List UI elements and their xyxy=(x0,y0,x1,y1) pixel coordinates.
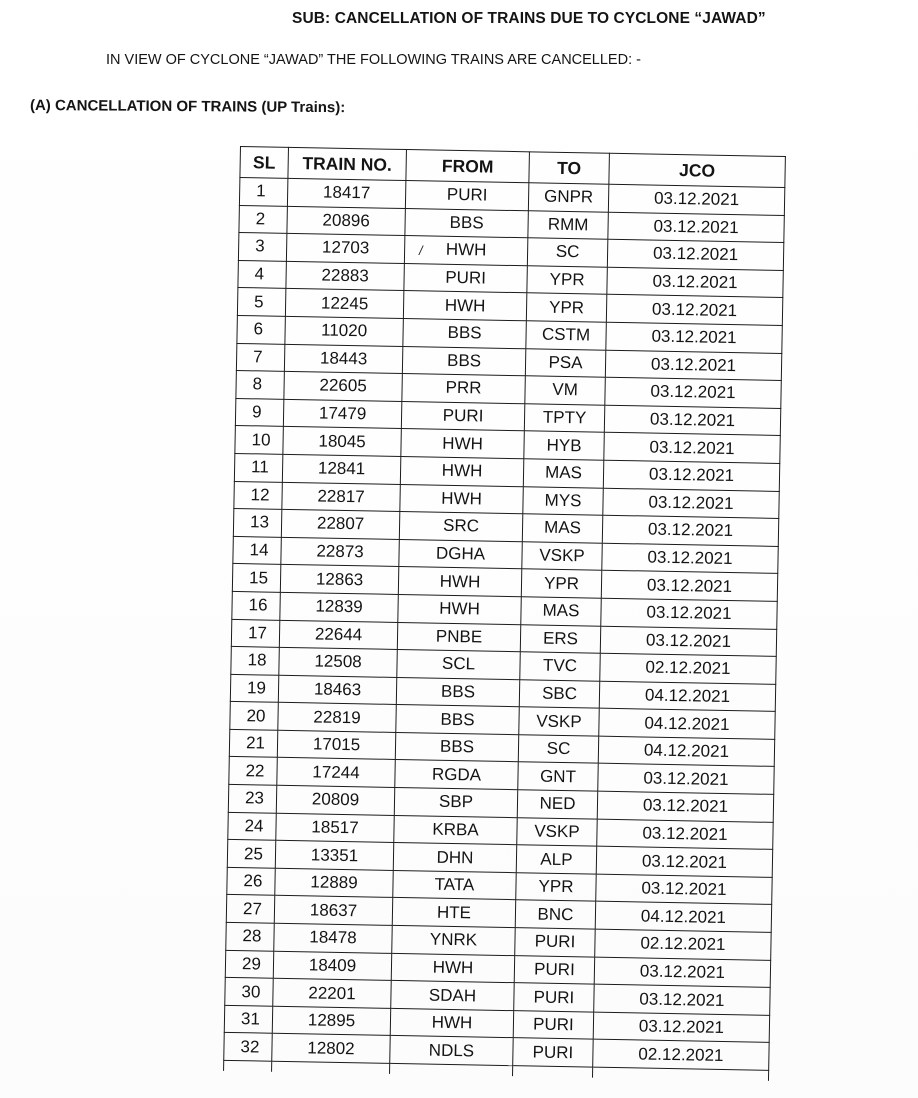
cell-jco: 04.12.2021 xyxy=(598,736,774,767)
cell-sl: 19 xyxy=(230,674,278,702)
cell-jco: 03.12.2021 xyxy=(608,184,784,215)
cell-sl: 4 xyxy=(238,260,286,288)
cell-to: MAS xyxy=(522,514,602,543)
cell-from: SCL xyxy=(397,650,520,680)
cell-from: BBS xyxy=(402,346,525,376)
cell-train-no: 12839 xyxy=(280,592,398,622)
cell-jco: 03.12.2021 xyxy=(598,764,774,795)
cell-from: KRBA xyxy=(394,815,517,845)
cell-to: TPTY xyxy=(524,404,604,433)
cell-to: PSA xyxy=(525,348,605,377)
cell-sl: 32 xyxy=(224,1033,272,1061)
cell-sl: 17 xyxy=(231,619,279,647)
cell-from: HWH xyxy=(398,567,521,597)
cell-from: BBS xyxy=(395,732,518,762)
cell-jco: 03.12.2021 xyxy=(602,515,778,546)
cell-from: YNRK xyxy=(392,925,515,955)
cell-train-no: 12889 xyxy=(275,868,393,898)
cell-to: YPR xyxy=(526,293,606,322)
cell-to: NED xyxy=(517,790,597,819)
cell-sl: 29 xyxy=(225,950,273,978)
cell-from: PRR xyxy=(402,374,525,404)
cell-from: PURI xyxy=(405,181,528,211)
cell-from: PNBE xyxy=(397,622,520,652)
cell-to: PURI xyxy=(514,955,594,984)
cell-from: DHN xyxy=(393,843,516,873)
cell-jco: 03.12.2021 xyxy=(594,984,770,1015)
cell-train-no: 18443 xyxy=(284,344,402,374)
cell-jco: 03.12.2021 xyxy=(593,1012,769,1043)
cutoff-cell xyxy=(592,1067,768,1081)
cell-train-no: 20896 xyxy=(287,206,405,236)
cell-jco: 03.12.2021 xyxy=(605,377,781,408)
cutoff-cell xyxy=(513,1066,593,1078)
cell-train-no: 17015 xyxy=(277,730,395,760)
cell-sl: 13 xyxy=(233,509,281,537)
cell-sl: 6 xyxy=(237,315,285,343)
cell-sl: 15 xyxy=(232,564,280,592)
cell-to: VSKP xyxy=(522,541,602,570)
cell-to: YPR xyxy=(521,569,601,598)
cell-train-no: 18409 xyxy=(273,951,391,981)
cutoff-cell xyxy=(224,1060,272,1071)
cell-jco: 02.12.2021 xyxy=(593,1040,769,1071)
cell-sl: 12 xyxy=(234,481,282,509)
cell-train-no: 12863 xyxy=(280,565,398,595)
cell-train-no: 12703 xyxy=(286,234,404,264)
cell-train-no: 18463 xyxy=(278,675,396,705)
cell-train-no: 18417 xyxy=(287,178,405,208)
section-heading: (A) CANCELLATION OF TRAINS (UP Trains): xyxy=(29,97,346,117)
header-from: FROM xyxy=(406,150,530,183)
cell-jco: 03.12.2021 xyxy=(600,626,776,657)
cell-to: SC xyxy=(527,238,607,267)
cell-train-no: 12895 xyxy=(272,1006,390,1036)
cell-sl: 18 xyxy=(231,647,279,675)
cancellation-table-wrapper xyxy=(223,146,786,1081)
cell-to: MYS xyxy=(523,486,603,515)
cell-to: GNT xyxy=(518,762,598,791)
cell-to: ALP xyxy=(516,845,596,874)
cell-train-no: 12245 xyxy=(285,289,403,319)
cell-to: PURI xyxy=(513,1038,593,1067)
cell-sl: 27 xyxy=(226,895,274,923)
cell-from: BBS xyxy=(403,318,526,348)
cell-sl: 23 xyxy=(228,784,276,812)
cell-sl: 11 xyxy=(234,453,282,481)
cell-to: GNPR xyxy=(528,183,608,212)
cell-to: TVC xyxy=(520,652,600,681)
cell-train-no: 20809 xyxy=(276,785,394,815)
cell-from: HWH xyxy=(390,1008,513,1038)
cell-train-no: 18478 xyxy=(274,923,392,953)
cell-train-no: 12508 xyxy=(279,647,397,677)
cell-to: VM xyxy=(525,376,605,405)
cell-jco: 03.12.2021 xyxy=(597,819,773,850)
cell-from: DGHA xyxy=(399,539,522,569)
pen-tick-mark: / xyxy=(419,243,423,258)
subject-line: SUB: CANCELLATION OF TRAINS DUE TO CYCLONE “JAWAD” xyxy=(292,10,766,27)
cell-jco: 03.12.2021 xyxy=(608,212,784,243)
cell-from: HWH xyxy=(403,291,526,321)
cell-to: CSTM xyxy=(526,321,606,350)
cell-sl: 28 xyxy=(226,922,274,950)
cell-train-no: 22807 xyxy=(281,509,399,539)
cell-to: MAS xyxy=(521,597,601,626)
cell-sl: 21 xyxy=(229,729,277,757)
cell-train-no: 22201 xyxy=(273,978,391,1008)
cutoff-cell xyxy=(390,1063,513,1076)
header-sl: SL xyxy=(240,147,289,179)
cell-jco: 03.12.2021 xyxy=(603,460,779,491)
cell-sl: 3 xyxy=(238,233,286,261)
intro-text: IN VIEW OF CYCLONE “JAWAD” THE FOLLOWING TRAINS ARE CANCELLED: - xyxy=(106,52,641,68)
cell-from: BBS xyxy=(396,677,519,707)
cell-sl: 24 xyxy=(228,812,276,840)
cell-from: HWH xyxy=(398,594,521,624)
cell-from: RGDA xyxy=(395,760,518,790)
cell-sl: 7 xyxy=(236,343,284,371)
cell-to: YPR xyxy=(516,873,596,902)
cell-to: HYB xyxy=(524,431,604,460)
header-to: TO xyxy=(529,152,610,184)
cell-sl: 9 xyxy=(235,398,283,426)
cell-from: SDAH xyxy=(391,981,514,1011)
cell-sl: 20 xyxy=(230,702,278,730)
cell-to: PURI xyxy=(515,928,595,957)
cell-to: PURI xyxy=(514,983,594,1012)
cell-from: PURI xyxy=(401,401,524,431)
cell-jco: 03.12.2021 xyxy=(601,598,777,629)
cell-jco: 02.12.2021 xyxy=(595,929,771,960)
cell-train-no: 12841 xyxy=(282,454,400,484)
cell-to: PURI xyxy=(513,1010,593,1039)
cell-train-no: 22605 xyxy=(284,372,402,402)
cell-from: HWH xyxy=(404,236,527,266)
cell-train-no: 22873 xyxy=(281,537,399,567)
cell-train-no: 17479 xyxy=(283,399,401,429)
cell-jco: 03.12.2021 xyxy=(601,571,777,602)
cell-train-no: 18517 xyxy=(276,813,394,843)
cell-jco: 03.12.2021 xyxy=(606,295,782,326)
cell-train-no: 18045 xyxy=(283,427,401,457)
cell-to: MAS xyxy=(523,459,603,488)
cell-jco: 04.12.2021 xyxy=(595,902,771,933)
cell-jco: 03.12.2021 xyxy=(604,433,780,464)
cell-from: BBS xyxy=(396,705,519,735)
cell-to: SBC xyxy=(519,679,599,708)
cell-sl: 5 xyxy=(237,288,285,316)
cell-to: YPR xyxy=(527,266,607,295)
cell-jco: 03.12.2021 xyxy=(607,239,783,270)
cell-sl: 16 xyxy=(232,591,280,619)
cell-from: NDLS xyxy=(390,1036,513,1066)
cell-from: HWH xyxy=(400,484,523,514)
cell-to: VSKP xyxy=(517,817,597,846)
cutoff-cell xyxy=(272,1061,390,1074)
cell-train-no: 18637 xyxy=(274,896,392,926)
cell-sl: 30 xyxy=(225,978,273,1006)
cell-sl: 31 xyxy=(224,1005,272,1033)
cell-jco: 03.12.2021 xyxy=(606,322,782,353)
cell-to: VSKP xyxy=(519,707,599,736)
cell-to: BNC xyxy=(515,900,595,929)
cell-jco: 03.12.2021 xyxy=(602,543,778,574)
cell-from: HTE xyxy=(392,898,515,928)
cell-sl: 2 xyxy=(239,205,287,233)
cell-jco: 03.12.2021 xyxy=(604,405,780,436)
cell-sl: 22 xyxy=(229,757,277,785)
cell-jco: 04.12.2021 xyxy=(599,681,775,712)
cell-to: ERS xyxy=(520,624,600,653)
cell-sl: 26 xyxy=(227,867,275,895)
cell-train-no: 22644 xyxy=(279,620,397,650)
table-body xyxy=(224,178,785,1081)
cell-train-no: 11020 xyxy=(285,316,403,346)
cell-train-no: 17244 xyxy=(277,758,395,788)
cell-to: RMM xyxy=(528,210,608,239)
cell-from: TATA xyxy=(393,870,516,900)
cell-jco: 03.12.2021 xyxy=(596,874,772,905)
header-train-no: TRAIN NO. xyxy=(288,147,407,180)
cell-from: BBS xyxy=(405,208,528,238)
header-jco: JCO xyxy=(609,153,786,187)
cell-jco: 04.12.2021 xyxy=(599,708,775,739)
cell-from: HWH xyxy=(401,429,524,459)
cell-train-no: 22819 xyxy=(278,703,396,733)
cell-to: SC xyxy=(518,735,598,764)
cell-train-no: 22817 xyxy=(282,482,400,512)
cell-train-no: 12802 xyxy=(272,1034,390,1064)
cell-sl: 10 xyxy=(235,426,283,454)
cancellation-table xyxy=(223,146,786,1081)
cell-jco: 03.12.2021 xyxy=(603,488,779,519)
cell-sl: 25 xyxy=(227,840,275,868)
cell-from: SRC xyxy=(399,512,522,542)
cell-sl: 8 xyxy=(236,371,284,399)
cell-jco: 03.12.2021 xyxy=(594,957,770,988)
cell-from: HWH xyxy=(391,953,514,983)
cell-jco: 02.12.2021 xyxy=(600,653,776,684)
cell-jco: 03.12.2021 xyxy=(597,791,773,822)
cell-train-no: 13351 xyxy=(275,841,393,871)
cell-jco: 03.12.2021 xyxy=(607,267,783,298)
cell-train-no: 22883 xyxy=(286,261,404,291)
cell-sl: 14 xyxy=(233,536,281,564)
cell-from: HWH xyxy=(400,456,523,486)
cell-sl: 1 xyxy=(239,178,287,206)
cell-from: SBP xyxy=(394,788,517,818)
cell-from: PURI xyxy=(404,263,527,293)
cell-jco: 03.12.2021 xyxy=(605,350,781,381)
cell-jco: 03.12.2021 xyxy=(596,846,772,877)
